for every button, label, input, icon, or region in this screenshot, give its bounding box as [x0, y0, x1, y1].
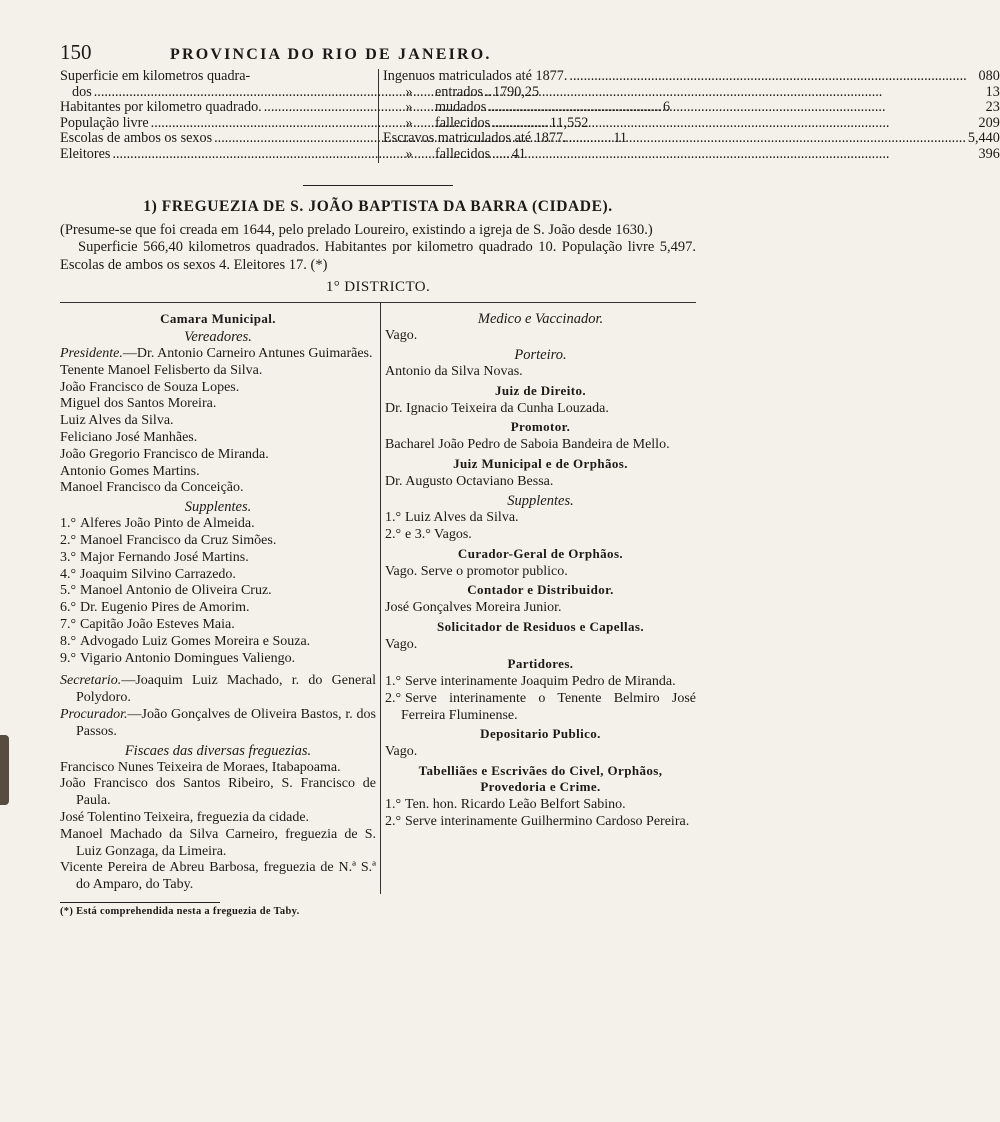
stat-row: » mudados ..... 23 — [383, 100, 1000, 116]
list-item: 2.° Manoel Francisco da Cruz Simões. — [60, 533, 277, 549]
list-item: José Tolentino Teixeira, freguezia da cidade. — [60, 809, 310, 825]
stat-row: Ingenuos matriculados até 1877. ..... 080 — [383, 69, 1000, 85]
statistics-right — [379, 69, 1000, 163]
list-item: 5.° Manoel Antonio de Oliveira Cruz. — [60, 583, 272, 599]
right-column — [381, 303, 696, 894]
section-heading: 1) FREGUEZIA DE S. JOÃO BAPTISTA DA BARRA (CIDADE). — [143, 197, 613, 215]
list-item: 8.° Advogado Luiz Gomes Moreira e Souza. — [60, 633, 311, 649]
stat-row: dos ..... 1790,25 — [60, 85, 374, 101]
juiz-municipal-heading: Juiz Municipal e de Orphãos. — [453, 456, 628, 472]
porteiro-heading: Porteiro. — [514, 346, 567, 363]
list-item: 2.° Serve interinamente o Tenente Belmiro José Ferreira Fluminense. — [385, 690, 696, 723]
juiz-direito-heading: Juiz de Direito. — [494, 382, 586, 398]
left-column — [60, 303, 381, 894]
list-item: Antonio da Silva Novas. — [385, 363, 523, 379]
stat-row: População livre ..... 11,552 — [60, 116, 374, 132]
list-item: 3.° Major Fernando José Martins. — [60, 549, 249, 565]
stat-row: Eleitores ..... 41 — [60, 147, 374, 163]
list-item: Feliciano José Manhães. — [60, 430, 198, 446]
solicitador-heading: Solicitador de Residuos e Capellas. — [437, 619, 644, 635]
page-header — [60, 40, 696, 68]
stat-row: Escolas de ambos os sexos ..... 11 — [60, 131, 374, 147]
stat-row: » entrados ..... 13 — [383, 85, 1000, 101]
list-item: Dr. Ignacio Teixeira da Cunha Louzada. — [385, 400, 609, 416]
list-item: João Gregorio Francisco de Miranda. — [60, 446, 269, 462]
directory-columns — [60, 302, 696, 894]
stat-row: Escravos matriculados até 1877. ..... 5,440 — [383, 131, 1000, 147]
list-item: Vago. — [385, 637, 418, 653]
list-item: 7.° Capitão João Esteves Maia. — [60, 617, 235, 633]
list-item: Vicente Pereira de Abreu Barbosa, freguezia de N.ª S.ª do Amparo, do Taby. — [60, 860, 376, 893]
partidores-heading: Partidores. — [507, 656, 574, 672]
district-heading: 1° DISTRICTO. — [325, 279, 431, 296]
book-spine-shadow — [0, 735, 9, 805]
stat-row: Habitantes por kilometro quadrado. ..... 6 — [60, 100, 374, 116]
divider — [303, 185, 453, 186]
list-item: Vago. — [385, 744, 418, 760]
list-item: Miguel dos Santos Moreira. — [60, 396, 217, 412]
secretario-entry: Secretario.—Joaquim Luiz Machado, r. do General Polydoro. — [60, 673, 376, 706]
depositario-heading: Depositario Publico. — [480, 726, 601, 742]
contador-heading: Contador e Distribuidor. — [467, 582, 614, 598]
curador-heading: Curador-Geral de Orphãos. — [457, 545, 624, 561]
promotor-heading: Promotor. — [510, 419, 571, 435]
stat-row: Superficie em kilometros quadra- — [60, 68, 251, 84]
footnote: (*) Está comprehendida nesta a freguezia de Taby. — [60, 905, 300, 917]
section-note: (Presume-se que foi creada em 1644, pelo prelado Loureiro, existindo a igreja de S. João desde 1630.) — [60, 221, 653, 238]
list-item: 1.° Serve interinamente Joaquim Pedro de Miranda. — [385, 674, 676, 690]
list-item: João Francisco de Souza Lopes. — [60, 379, 240, 395]
list-item: João Francisco dos Santos Ribeiro, S. Francisco de Paula. — [60, 776, 376, 809]
list-item: José Gonçalves Moreira Junior. — [385, 600, 562, 616]
tabelliaes-heading: Tabelliães e Escrivães do Civel, Orphãos, Provedoria e Crime. — [418, 763, 663, 795]
page — [60, 40, 1000, 917]
list-item: Tenente Manoel Felisberto da Silva. — [60, 362, 263, 378]
footnote-rule — [60, 902, 220, 903]
camara-heading: Camara Municipal. — [160, 311, 276, 327]
fiscaes-heading: Fiscaes das diversas freguezias. — [124, 742, 312, 759]
presidente-entry: Presidente.—Dr. Antonio Carneiro Antunes Guimarães. — [60, 346, 373, 362]
supplentes-heading: Supplentes. — [184, 499, 252, 516]
page-number: 150 — [60, 40, 92, 64]
list-item: 6.° Dr. Eugenio Pires de Amorim. — [60, 600, 250, 616]
section-summary: Superficie 566,40 kilometros quadrados. Habitantes por kilometro quadrado 10. População livre 5,497. Escolas de ambos os sexos 4. Eleitores 17. (*) — [60, 239, 696, 273]
statistics-left — [60, 68, 671, 163]
list-item: 2.° e 3.° Vagos. — [385, 526, 472, 542]
list-item: Manoel Machado da Silva Carneiro, freguezia de S. Luiz Gonzaga, da Limeira. — [60, 826, 376, 859]
list-item: Vago. Serve o promotor publico. — [385, 563, 568, 579]
list-item: Vago. — [385, 328, 418, 344]
list-item: 2.° Serve interinamente Guilhermino Cardoso Pereira. — [385, 814, 690, 830]
vereadores-heading: Vereadores. — [184, 329, 252, 346]
list-item: Luiz Alves da Silva. — [60, 413, 174, 429]
medico-heading: Medico e Vaccinador. — [477, 311, 604, 328]
supplentes-heading: Supplentes. — [507, 493, 574, 510]
statistics-table — [60, 68, 1000, 163]
list-item: 1.° Alferes João Pinto de Almeida. — [60, 516, 255, 532]
list-item: 4.° Joaquim Silvino Carrazedo. — [60, 566, 236, 582]
stat-row: » fallecidos ..... 209 — [383, 116, 1000, 132]
list-item: 9.° Vigario Antonio Domingues Valiengo. — [60, 650, 296, 666]
list-item: Francisco Nunes Teixeira de Moraes, Itabapoama. — [60, 759, 341, 775]
list-item: Bacharel João Pedro de Saboia Bandeira de Mello. — [385, 437, 670, 453]
list-item: Manoel Francisco da Conceição. — [60, 480, 244, 496]
stat-row: » fallecidos ..... 396 — [383, 147, 1000, 163]
page-title: PROVINCIA DO RIO DE JANEIRO. — [170, 46, 492, 63]
list-item: 1.° Luiz Alves da Silva. — [385, 510, 519, 526]
list-item: 1.° Ten. hon. Ricardo Leão Belfort Sabino. — [385, 797, 626, 813]
list-item: Antonio Gomes Martins. — [60, 463, 200, 479]
list-item: Dr. Augusto Octaviano Bessa. — [385, 474, 554, 490]
procurador-entry: Procurador.—João Gonçalves de Oliveira Bastos, r. dos Passos. — [60, 707, 376, 739]
